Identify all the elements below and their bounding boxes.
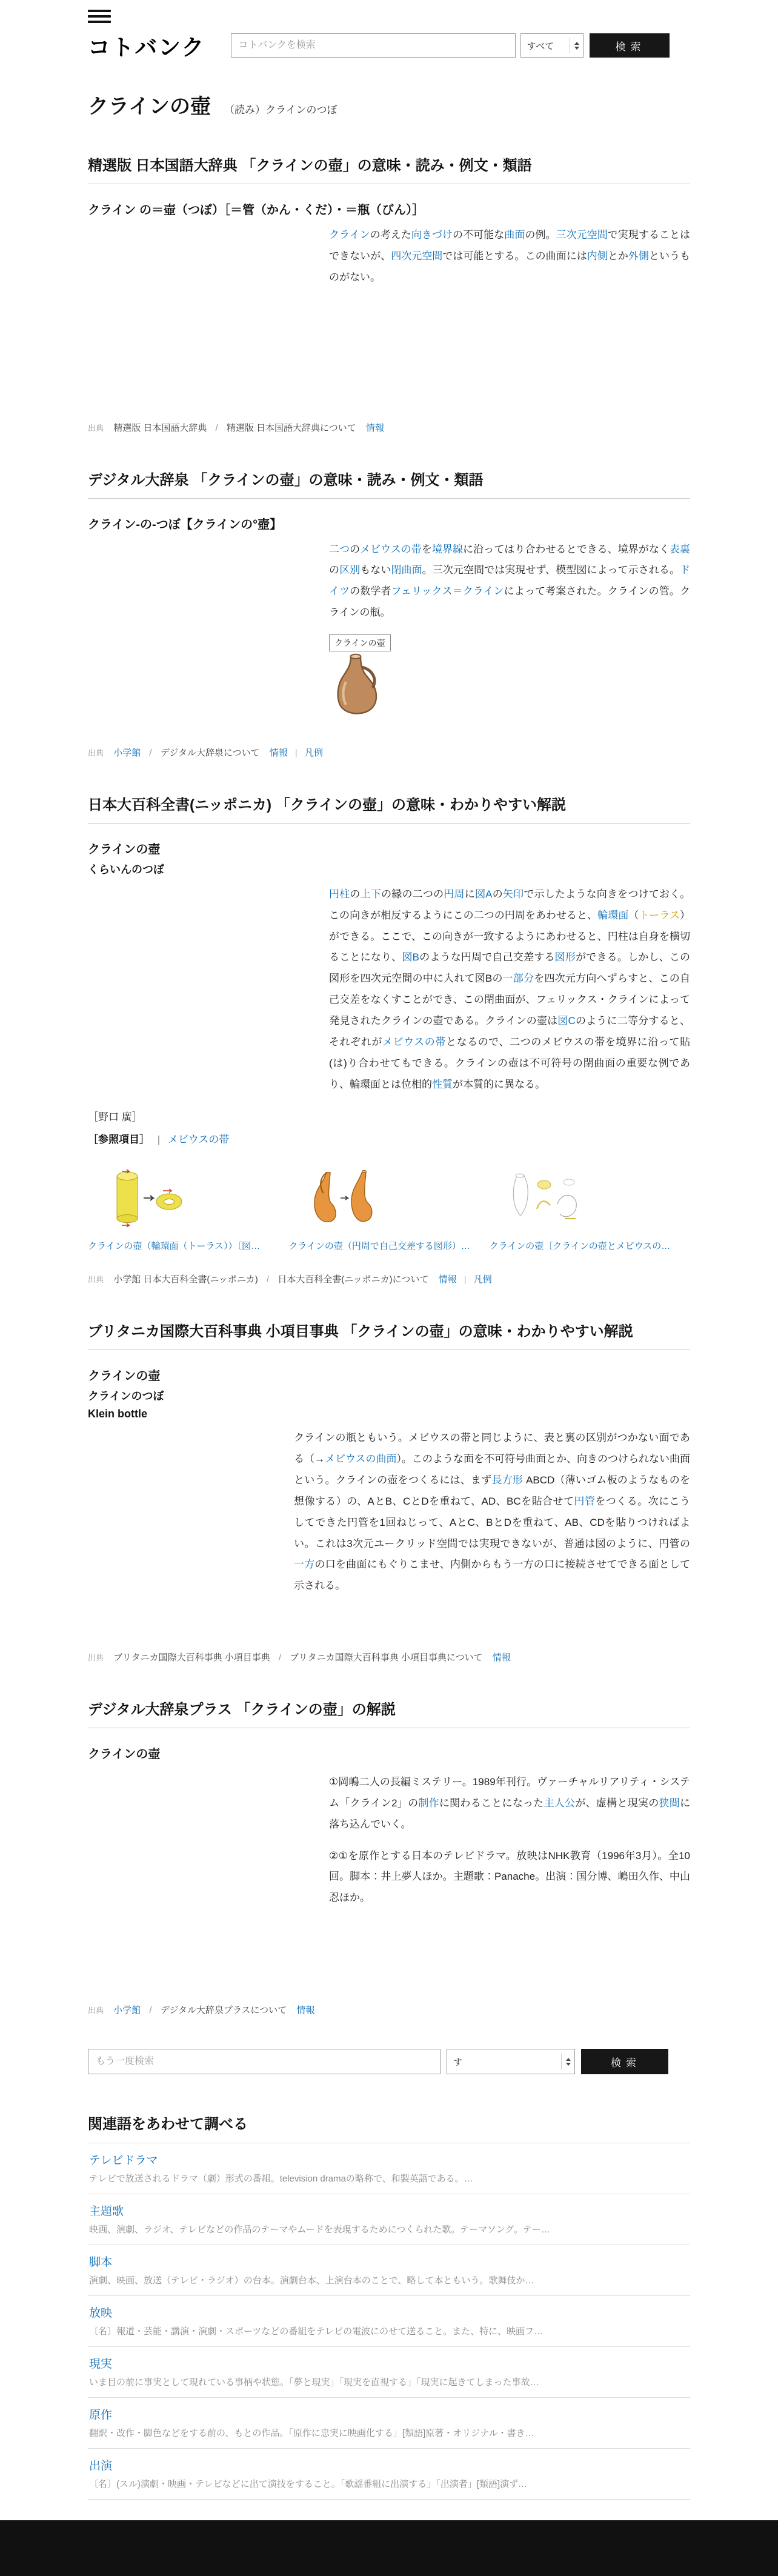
ad-placeholder (88, 288, 690, 401)
inline-link[interactable]: 外側 (628, 250, 649, 262)
page-title-reading: （読み）クラインのつぼ (224, 104, 337, 116)
text-segment: によって考案された。クラインの管。クラインの瓶。 (329, 585, 690, 619)
reference-row (88, 1131, 690, 1146)
text-segment: ）ができる。ここで、この向きが一致するようにあわせると、円柱は自身を横切ることになり、 (329, 909, 691, 964)
inline-link[interactable]: 性質 (432, 1078, 453, 1090)
figure-cell (490, 1164, 690, 1252)
headword: クラインの壺 (88, 1370, 161, 1383)
text-segment: の例。 (525, 229, 556, 241)
related-term-link[interactable]: テレビドラマ (89, 2154, 158, 2168)
related-item (88, 2143, 690, 2194)
text-segment: ）。このような面を不可符号曲面とか、向きのつけられない曲面という。クラインの壺をつくるには、まず (294, 1453, 690, 1486)
spacer (88, 1597, 690, 1630)
inline-link[interactable]: メビウスの帯 (360, 543, 422, 555)
section-britannica (88, 1319, 690, 1663)
related-term-link[interactable]: 脚本 (89, 2256, 113, 2269)
related-item (88, 2295, 690, 2346)
search-input[interactable] (231, 33, 516, 58)
definition-text (329, 884, 690, 1095)
related-term-link[interactable]: 主題歌 (89, 2205, 124, 2218)
inline-link[interactable]: 区別 (339, 564, 361, 576)
source-line (88, 2003, 690, 2016)
search-again-button[interactable]: 検索 (581, 2049, 668, 2074)
page-title: クラインの壺 (88, 95, 211, 118)
search-button[interactable]: 検索 (590, 33, 670, 58)
source-about: デジタル大辞泉プラスについて (160, 2005, 287, 2016)
text-segment: に関わることになった (439, 1797, 544, 1809)
inline-link[interactable]: トーラス (639, 909, 680, 921)
figure-self-intersection-image[interactable] (288, 1164, 489, 1232)
headword-reading: クラインのつぼ (88, 1390, 164, 1403)
definition-text (329, 539, 690, 624)
inline-link[interactable]: メビウスの帯 (382, 1036, 446, 1048)
text-segment: に (464, 888, 475, 900)
headword: クライン の＝壺（つぼ）［＝管（かん・くだ）・＝瓶（びん）］ (88, 204, 424, 217)
text-segment: が、虚構と現実の (575, 1797, 659, 1809)
related-term-link[interactable]: 原作 (89, 2409, 113, 2422)
source-info-link[interactable]: 情報 (269, 747, 288, 758)
inline-link[interactable]: 図形 (554, 951, 576, 964)
related-item (88, 2448, 690, 2499)
page-title-row (88, 90, 690, 119)
related-term-link[interactable]: 出演 (89, 2460, 113, 2473)
text-segment: の (329, 564, 340, 576)
site-logo[interactable]: コトバンク (88, 35, 205, 60)
inline-link[interactable]: 向きづけ (411, 229, 453, 241)
definition-text (294, 1428, 690, 1597)
related-terms-list (88, 2143, 690, 2500)
text-segment: ABCD（薄いゴム板のようなものを想像する）の、AとB、CとDを重ねて、AD、BCを貼合せて (294, 1474, 690, 1507)
text-segment: の口を曲面にもぐりこませ、内側からもう一方の口に接続させてできる面として示される。 (294, 1559, 690, 1592)
headword: クライン‐の‐つぼ【クラインの°壺】 (88, 518, 282, 531)
text-segment: クラインの瓶ともいう。メビウスの帯と同じように、表と裏の区別がつかない面である（→ (294, 1432, 690, 1465)
section-nikkoku (88, 153, 690, 434)
related-term-desc: 映画、演劇、ラジオ、テレビなどの作品のテーマやムードを表現するためにつくられた歌。テーマソング。テー… (89, 2225, 550, 2235)
figure-label: クラインの壺 (329, 634, 391, 651)
source-line (88, 1651, 690, 1663)
related-terms-section (88, 2112, 690, 2500)
source-line (88, 746, 690, 759)
inline-link[interactable]: 矢印 (502, 888, 524, 900)
figure-cell (288, 1164, 489, 1252)
spacer (88, 1919, 690, 1983)
text-segment: というものがない。 (329, 250, 691, 283)
figure-grid (88, 1164, 690, 1252)
inline-link[interactable]: 主人公 (544, 1797, 576, 1809)
search-scope-select[interactable] (520, 33, 584, 58)
inline-link[interactable]: 四次元空間 (391, 250, 443, 262)
headword: クラインの壺 (88, 842, 161, 856)
inline-link[interactable]: 図A (474, 888, 493, 900)
related-item (88, 2346, 690, 2397)
inline-link[interactable]: フェリックス＝クライン (391, 585, 504, 597)
source-info-link[interactable]: 情報 (365, 422, 384, 433)
text-segment: の縁の二つの (381, 888, 444, 900)
text-segment: もない (360, 564, 391, 576)
inline-link[interactable]: 円周 (444, 888, 465, 900)
text-segment: 。三次元空間では実現せず、模型図によって示される。 (422, 564, 680, 576)
figure-caption-link[interactable]: クラインの壺（円周で自己交差する図形）… (288, 1241, 470, 1252)
related-term-desc: 〔名〕報道・芸能・講演・演劇・スポーツなどの番組をテレビの電波にのせて送ること。また、特に、映画フ… (89, 2326, 544, 2337)
source-about: 精選版 日本国語大辞典について (226, 422, 356, 433)
inline-link[interactable]: ドイツ (329, 564, 691, 597)
select-arrows-icon (570, 38, 579, 53)
site-header (88, 10, 690, 62)
section-heading: デジタル大辞泉プラス 「クラインの壺」の解説 (88, 1697, 690, 1728)
text-segment: では可能とする。この曲面には (442, 250, 587, 262)
text-segment: の考えた (370, 229, 411, 241)
text-segment: のように二等分すると、それぞれが (329, 1014, 691, 1048)
section-heading: 精選版 日本国語大辞典 「クラインの壺」の意味・読み・例文・類語 (88, 153, 690, 184)
figure-caption-link[interactable]: クラインの壺〔クラインの壺とメビウスの… (489, 1241, 671, 1252)
source-name: 小学館 日本大百科全書(ニッポニカ) (113, 1274, 258, 1285)
source-name: 精選版 日本国語大辞典 (113, 422, 207, 433)
related-item (88, 2397, 690, 2448)
text-segment: の (492, 888, 503, 900)
source-about: 日本大百科全書(ニッポニカ)について (278, 1274, 429, 1285)
source-label: 出典 (88, 1653, 104, 1663)
source-separator: / (278, 1652, 282, 1663)
search-again-input[interactable] (88, 2049, 441, 2074)
headword: クラインの壺 (88, 1748, 161, 1762)
related-terms-heading: 関連語をあわせて調べる (88, 2116, 248, 2133)
source-divider: | (294, 747, 298, 758)
headword-reading: くらいんのつぼ (88, 863, 164, 876)
inline-link[interactable]: 内側 (587, 250, 608, 262)
source-separator: / (266, 1274, 270, 1285)
text-segment: で実現することはできないが、 (329, 229, 691, 262)
source-hanrei-link[interactable]: 凡例 (304, 747, 323, 758)
section-nipponica (88, 793, 690, 1285)
inline-link[interactable]: 長方形 (491, 1474, 524, 1486)
select-arrows-icon (561, 2054, 571, 2069)
inline-link[interactable]: 輪環面 (597, 909, 629, 921)
text-segment: ができる。しかし、この図形を四次元空間の中に入れて図Bの (329, 951, 691, 985)
figure-mobius-sketch-image[interactable] (490, 1164, 690, 1232)
section-heading: デジタル大辞泉 「クラインの壺」の意味・読み・例文・類語 (88, 468, 690, 499)
inline-link[interactable]: 円柱 (329, 888, 350, 900)
definition-text (329, 225, 690, 288)
text-segment: の不可能な (453, 229, 505, 241)
inline-link[interactable]: 閉曲面 (391, 564, 422, 576)
page-container (88, 0, 690, 2500)
source-line (88, 421, 690, 434)
search-again-scope-select[interactable] (447, 2049, 575, 2074)
text-segment: ①岡嶋二人の長編ミステリー。1989年刊行。ヴァーチャルリアリティ・システム「クライン2」の (329, 1776, 690, 1809)
figure-cell (88, 1164, 288, 1252)
text-segment: をつくる。次にこうしてできた円管を1回ねじって、AとC、BとDを重ねて、AB、CDを貼りつければよい。これは3次元ユークリッド空間では実現できないが、普通は図のように、円管の (294, 1495, 690, 1549)
source-info-link[interactable]: 情報 (296, 2005, 315, 2016)
source-name-link[interactable]: 小学館 (113, 747, 141, 758)
text-segment: とか (607, 250, 628, 262)
source-label: 出典 (88, 423, 104, 433)
inline-link[interactable]: 制作 (418, 1797, 439, 1809)
related-term-desc: 演劇、映画、放送（テレビ・ラジオ）の台本。演劇台本、上演台本のことで、略して本ともいう。歌舞伎か… (89, 2275, 534, 2286)
section-daijisen (88, 468, 690, 759)
inline-link[interactable]: 表裏 (669, 543, 691, 555)
figure-torus-diagram-image[interactable] (88, 1164, 288, 1232)
reference-label: ［参照項目］ (88, 1134, 150, 1146)
reference-link[interactable]: メビウスの帯 (167, 1134, 230, 1146)
source-divider: | (464, 1274, 467, 1285)
source-hanrei-link[interactable]: 凡例 (473, 1274, 492, 1285)
inline-link[interactable]: 上下 (360, 888, 382, 900)
text-segment: が本質的に異なる。 (453, 1078, 545, 1090)
text-segment: の (350, 888, 361, 900)
related-term-desc: 翻訳・改作・脚色などをする前の、もとの作品。「原作に忠実に映画化する」[類語]原著・オリジナル・書き… (89, 2428, 534, 2439)
inline-link[interactable]: メビウスの曲面 (325, 1453, 397, 1465)
text-segment: を (421, 543, 432, 555)
inline-link[interactable]: 三次元空間 (556, 229, 608, 241)
text-segment: の (350, 543, 361, 555)
definition-text (329, 1846, 690, 1909)
section-heading: ブリタニカ国際大百科事典 小項目事典 「クラインの壺」の意味・わかりやすい解説 (88, 1319, 690, 1350)
spacer (88, 717, 690, 725)
headword-english: Klein bottle (88, 1408, 147, 1420)
source-separator: / (149, 747, 152, 758)
inline-link[interactable]: 一方 (294, 1559, 315, 1571)
inline-figure (329, 634, 690, 717)
text-segment: のような円周で自己交差する (419, 951, 555, 964)
source-separator: / (215, 422, 218, 433)
menu-icon[interactable] (88, 10, 112, 23)
inline-link[interactable]: 図B (402, 951, 419, 964)
figure-caption-link[interactable]: クラインの壺（輪環面（トーラス））〔図… (88, 1241, 261, 1252)
search-scope-value: すべて (527, 41, 554, 52)
source-line (88, 1273, 690, 1285)
text-segment: に沿ってはり合わせるとできる、境界がなく (463, 543, 670, 555)
search-again-row (88, 2049, 690, 2074)
source-name: ブリタニカ国際大百科事典 小項目事典 (113, 1652, 270, 1663)
text-segment: の数学者 (350, 585, 391, 597)
text-segment: となるので、二つのメビウスの帯を境界に沿って貼(は)り合わせてもできる。クラインの壺は不可符号の閉曲面の重要な例であり、輪環面とは位相的 (329, 1036, 690, 1090)
klein-bottle-image[interactable] (329, 653, 385, 717)
inline-link[interactable]: 円管 (574, 1495, 596, 1507)
source-label: 出典 (88, 2006, 104, 2015)
reference-divider: | (157, 1134, 161, 1146)
header-row (88, 29, 690, 62)
inline-link[interactable]: 狭間 (659, 1797, 680, 1809)
definition-block (329, 1772, 690, 1909)
source-separator: / (149, 2005, 152, 2016)
source-label: 出典 (88, 1275, 104, 1285)
related-term-desc: テレビで放送されるドラマ（劇）形式の番組。television dramaの略称で、和製英語である。… (89, 2174, 473, 2185)
site-footer (0, 2520, 778, 2576)
related-item (88, 2245, 690, 2295)
source-name-link[interactable]: 小学館 (113, 2005, 141, 2016)
related-term-desc: 〔名〕(スル)演劇・映画・テレビなどに出て演技をすること。「歌謡番組に出演する」「出演者」[類語]演ず… (89, 2479, 528, 2490)
inline-link[interactable]: 境界線 (431, 543, 464, 555)
definition-text (329, 1772, 690, 1835)
text-segment: （ (628, 909, 639, 921)
text-segment: を四次元方向へずらすと、この自己交差をなくすことができ、この閉曲面が、フェリックス・クラインによって発見されたクラインの壺である。クラインの壺は (329, 973, 691, 1027)
text-segment: ②①を原作とする日本のテレビドラマ。放映はNHK教育（1996年3月）。全10回。脚本：井上夢人ほか。主題歌：Panache。出演：国分博、嶋田久作、中山忍ほか。 (329, 1849, 690, 1904)
inline-link[interactable]: 一部分 (502, 973, 534, 985)
related-term-link[interactable]: 現実 (89, 2358, 113, 2371)
source-about: デジタル大辞泉について (160, 747, 260, 758)
source-info-link[interactable]: 情報 (492, 1652, 511, 1663)
inline-link[interactable]: 曲面 (504, 229, 525, 241)
source-about: ブリタニカ国際大百科事典 小項目事典について (290, 1652, 483, 1663)
related-term-desc: いま目の前に事実として現れている事柄や状態。「夢と現実」「現実を直視する」「現実に起きてしまった事故… (89, 2377, 539, 2388)
text-segment: で示したような向きをつけておく。この向きが相反するようにこの二つの円周をあわせると、 (329, 888, 691, 921)
related-term-link[interactable]: 放映 (89, 2307, 113, 2320)
inline-link[interactable]: クライン (329, 229, 370, 241)
text-segment: に落ち込んでいく。 (329, 1797, 691, 1830)
source-info-link[interactable]: 情報 (438, 1274, 457, 1285)
section-daijisen-plus (88, 1697, 690, 2016)
related-item (88, 2194, 690, 2245)
source-label: 出典 (88, 748, 104, 757)
author: ［野口 廣］ (88, 1111, 142, 1123)
section-heading: 日本大百科全書(ニッポニカ) 「クラインの壺」の意味・わかりやすい解説 (88, 793, 690, 824)
search-again-scope-value: す (453, 2057, 463, 2068)
inline-link[interactable]: 二つ (329, 543, 350, 555)
inline-link[interactable]: 図C (557, 1014, 576, 1027)
